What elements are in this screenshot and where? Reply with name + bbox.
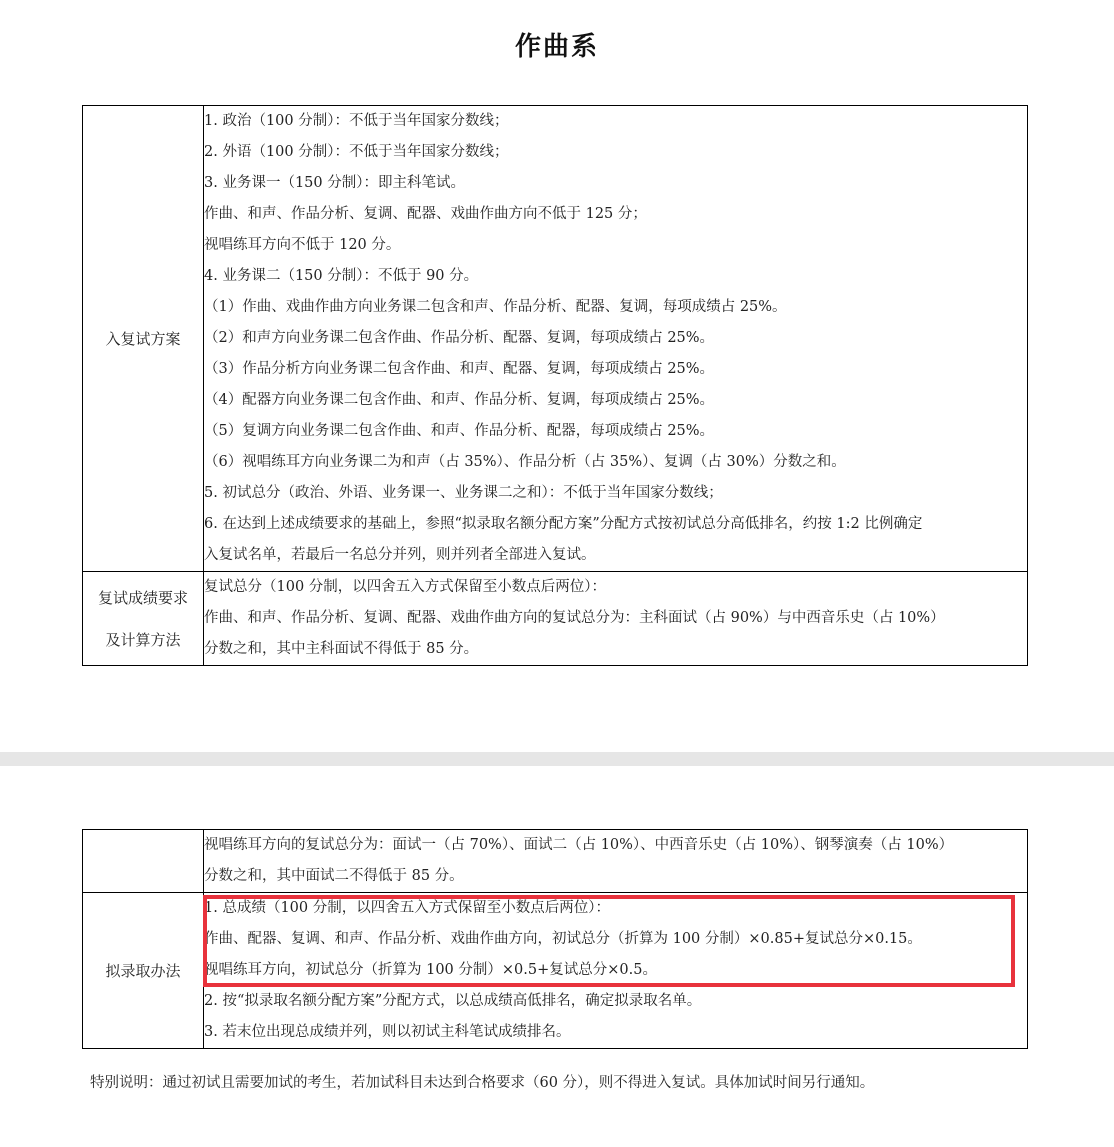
text-line: 1. 政治（100 分制）：不低于当年国家分数线； <box>204 113 509 129</box>
row-content-retest-requirements <box>204 572 1028 666</box>
row-label-admission-plan: 入复试方案 <box>83 106 204 572</box>
text-line: 入复试名单，若最后一名总分并列，则并列者全部进入复试。 <box>204 547 596 563</box>
table-row <box>83 572 1028 666</box>
text-line: （1）作曲、戏曲作曲方向业务课二包含和声、作品分析、配器、复调，每项成绩占 25%。 <box>204 299 787 315</box>
document-page-2 <box>0 766 1114 1147</box>
text-line: 3. 业务课一（150 分制）：即主科笔试。 <box>204 175 465 191</box>
text-line: 2. 按“拟录取名额分配方案”分配方式，以总成绩高低排名，确定拟录取名单。 <box>204 993 702 1009</box>
text-line: 5. 初试总分（政治、外语、业务课一、业务课二之和）：不低于当年国家分数线； <box>204 485 723 501</box>
text-line: （6）视唱练耳方向业务课二为和声（占 35%）、作品分析（占 35%）、复调（占 30%）分数之和。 <box>204 454 846 470</box>
requirements-table <box>82 105 1028 666</box>
text-line: 作曲、和声、作品分析、复调、配器、戏曲作曲方向不低于 125 分； <box>204 206 647 222</box>
text-line: 复试总分（100 分制，以四舍五入方式保留至小数点后两位）： <box>204 579 607 595</box>
text-line: 分数之和，其中面试二不得低于 85 分。 <box>204 868 464 884</box>
text-line: 视唱练耳方向的复试总分为：面试一（占 70%）、面试二（占 10%）、中西音乐史（占 10%）、钢琴演奏（占 10%） <box>204 837 954 853</box>
page-separator <box>0 752 1114 766</box>
text-line: 作曲、和声、作品分析、复调、配器、戏曲作曲方向的复试总分为：主科面试（占 90%）与中西音乐史（占 10%） <box>204 610 945 626</box>
text-line: （3）作品分析方向业务课二包含作曲、和声、配器、复调，每项成绩占 25%。 <box>204 361 715 377</box>
table-row <box>83 106 1028 572</box>
text-line: （2）和声方向业务课二包含作曲、作品分析、配器、复调，每项成绩占 25%。 <box>204 330 715 346</box>
text-line: 作曲、配器、复调、和声、作品分析、戏曲作曲方向，初试总分（折算为 100 分制）×0.85+复试总分×0.15。 <box>204 931 922 947</box>
row-label-empty <box>83 830 204 893</box>
special-note: 特别说明：通过初试且需要加试的考生，若加试科目未达到合格要求（60 分），则不得进入复试。具体加试时间另行通知。 <box>90 1075 875 1091</box>
row-label-retest-requirements <box>83 572 204 666</box>
text-line: （5）复调方向业务课二包含作曲、和声、作品分析、配器，每项成绩占 25%。 <box>204 423 715 439</box>
text-line: 视唱练耳方向不低于 120 分。 <box>204 237 401 253</box>
text-line: 分数之和，其中主科面试不得低于 85 分。 <box>204 641 479 657</box>
label-line: 及计算方法 <box>105 630 181 649</box>
text-line: （4）配器方向业务课二包含作曲、和声、作品分析、复调，每项成绩占 25%。 <box>204 392 715 408</box>
text-line: 4. 业务课二（150 分制）：不低于 90 分。 <box>204 268 479 284</box>
text-line: 视唱练耳方向，初试总分（折算为 100 分制）×0.5+复试总分×0.5。 <box>204 962 657 978</box>
page-title: 作曲系 <box>514 32 599 62</box>
text-line: 2. 外语（100 分制）：不低于当年国家分数线； <box>204 144 509 160</box>
row-label-admission-method: 拟录取办法 <box>83 893 204 1049</box>
row-content-admission-method <box>204 893 1028 1049</box>
admission-table <box>82 829 1028 1049</box>
table-row <box>83 893 1028 1049</box>
text-line: 1. 总成绩（100 分制，以四舍五入方式保留至小数点后两位）： <box>204 900 610 916</box>
text-line: 3. 若末位出现总成绩并列，则以初试主科笔试成绩排名。 <box>204 1024 571 1040</box>
table-row <box>83 830 1028 893</box>
row-content-sight-singing <box>204 830 1028 893</box>
text-line: 6. 在达到上述成绩要求的基础上，参照“拟录取名额分配方案”分配方式按初试总分高低排名，约按 1:2 比例确定 <box>204 516 923 532</box>
row-content-admission-plan <box>204 106 1028 572</box>
label-line: 复试成绩要求 <box>97 588 188 607</box>
